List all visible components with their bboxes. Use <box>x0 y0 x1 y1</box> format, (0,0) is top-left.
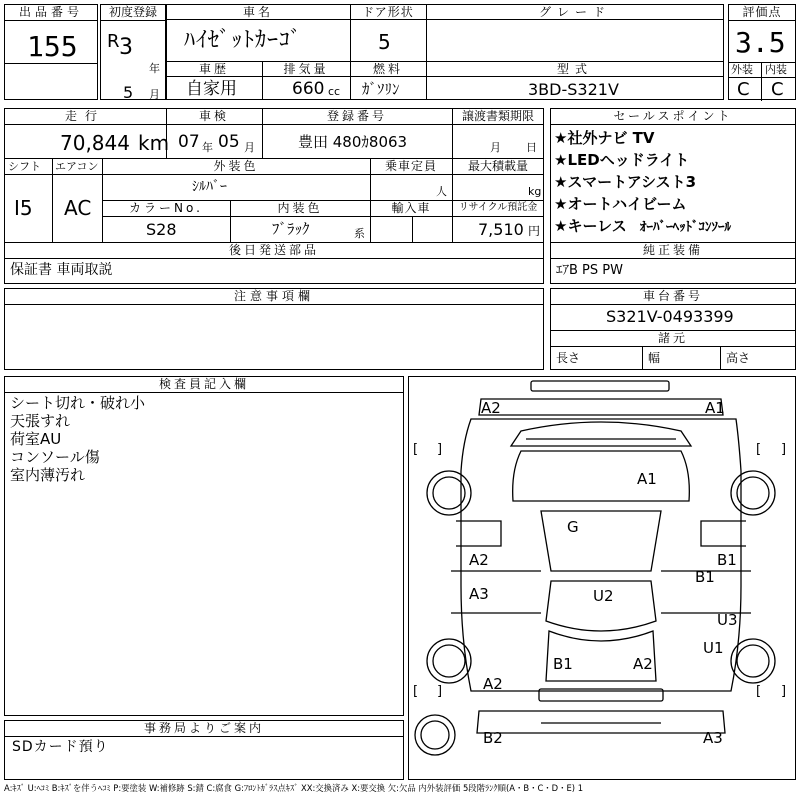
score-label: 評価点 <box>729 5 795 21</box>
sales-point-3: ★スマートアシスト3 <box>554 173 697 191</box>
int-color-value: ﾌﾞﾗｯｸ <box>272 220 310 238</box>
inspector-line-1: シート切れ・破れ小 <box>10 394 146 412</box>
inspector-line-5: 室内薄汚れ <box>10 466 86 484</box>
sales-point-2: ★LEDヘッドライト <box>554 151 690 169</box>
inspector-line-4: コンソール傷 <box>10 448 100 466</box>
sales-label: セールスポイント <box>613 109 733 123</box>
chassis-number: S321V-0493399 <box>606 307 734 326</box>
damage-mark: U1 <box>703 639 724 657</box>
mileage-label: 走行 <box>64 109 105 123</box>
equip-label: 純正装備 <box>642 243 703 257</box>
mileage-unit: km <box>138 131 170 155</box>
damage-mark: A3 <box>703 729 723 747</box>
car-name: ﾊｲｾﾞｯﾄｶｰｺﾞ <box>184 28 303 53</box>
damage-mark: B1 <box>553 655 573 673</box>
import-label: 輸入車 <box>391 201 431 215</box>
lot-box <box>4 4 98 100</box>
length-label: 長さ <box>556 351 581 365</box>
ext-color-label: 外装色 <box>213 159 259 173</box>
displacement-value: 660 <box>292 79 325 99</box>
damage-mark: B1 <box>695 568 715 586</box>
history-value: 自家用 <box>186 79 237 99</box>
door-label: ドア形状 <box>362 5 414 19</box>
height-label: 高さ <box>726 351 751 365</box>
inspector-line-3: 荷室AU <box>10 430 62 448</box>
first-registration-box <box>100 4 166 100</box>
damage-mark: A2 <box>633 655 653 673</box>
svg-text:[: [ <box>413 684 419 699</box>
chassis-label: 車台番号 <box>642 289 703 303</box>
ext-color-value: ｼﾙﾊﾞｰ <box>192 179 227 195</box>
ac-value: AC <box>64 196 92 220</box>
inspection-month-unit: 月 <box>244 141 255 154</box>
shift-value: I5 <box>14 196 33 220</box>
color-no-label: カラーNo. <box>129 201 203 215</box>
sales-point-5: ★キーレス <box>554 217 627 235</box>
inspector-line-2: 天張すれ <box>10 412 71 430</box>
reg-year-unit: 年 <box>149 62 160 75</box>
shift-label: シフト <box>8 160 41 173</box>
office-text: SDカード預り <box>12 739 109 755</box>
max-load-unit: kg <box>528 185 542 198</box>
capacity-label: 乗車定員 <box>384 159 437 173</box>
later-parts-label: 後日発送部品 <box>228 243 319 257</box>
reg-month-unit: 月 <box>149 88 160 101</box>
recycle-unit: 円 <box>528 224 541 238</box>
damage-mark: A3 <box>469 585 489 603</box>
svg-text:]: ] <box>781 684 787 699</box>
score-value: 3.5 <box>735 26 786 59</box>
svg-text:]: ] <box>437 442 443 457</box>
damage-mark: A1 <box>637 470 657 488</box>
inspection-year: 07 <box>178 132 200 152</box>
score-box <box>728 4 796 100</box>
reg-era: R <box>107 31 120 52</box>
equip-value: ｴｱB PS PW <box>556 263 623 278</box>
transfer-day-unit: 日 <box>526 141 537 154</box>
exterior-grade: C <box>737 79 750 100</box>
sales-point-5-extra: ｵｰﾊﾞｰﾍｯﾄﾞｺﾝｿｰﾙ <box>640 220 731 235</box>
damage-mark: B2 <box>483 729 503 747</box>
svg-text:]: ] <box>781 442 787 457</box>
damage-mark: A1 <box>705 399 725 417</box>
lot-label: 出品番号 <box>5 5 97 21</box>
mileage-value: 70,844 <box>60 131 130 155</box>
color-no-value: S28 <box>146 220 177 239</box>
int-color-suffix: 系 <box>354 227 365 240</box>
inspection-month: 05 <box>218 132 240 152</box>
lot-number: 155 <box>27 30 78 63</box>
damage-mark: G <box>567 518 579 536</box>
damage-mark: B1 <box>717 551 737 569</box>
fuel-label: 燃料 <box>372 62 403 76</box>
svg-text:]: ] <box>437 684 443 699</box>
legend-text: A:ｷｽﾞ U:ﾍｺﾐ B:ｷｽﾞを伴うﾍｺﾐ P:要塗装 W:補修跡 S:錆 C:腐食 G:ﾌﾛﾝﾄｶﾞﾗｽ点ｷｽﾞ XX:交換済み X:要交換 欠:欠品 内外装評価 5段階ﾗﾝｸ順(A・B・C・D・E) 1 <box>4 783 584 793</box>
grade-label: グレード <box>538 5 611 19</box>
transfer-month-unit: 月 <box>490 141 501 154</box>
interior-grade: C <box>771 79 784 100</box>
ac-label: エアコン <box>55 160 99 173</box>
model-value: 3BD-S321V <box>528 80 619 99</box>
damage-mark: A2 <box>481 399 501 417</box>
damage-mark: A2 <box>469 551 489 569</box>
inspection-label: 車検 <box>198 109 229 123</box>
recycle-value: 7,510 <box>478 220 524 239</box>
notes-label: 注意事項欄 <box>233 289 314 303</box>
fuel-value: ｶﾞｿﾘﾝ <box>362 80 400 98</box>
plate-label: 登録番号 <box>326 109 387 123</box>
svg-text:[: [ <box>756 442 762 457</box>
inspection-year-unit: 年 <box>202 141 213 154</box>
model-label: 型式 <box>556 62 593 76</box>
inspector-label: 検査員記入欄 <box>158 377 249 391</box>
dims-label: 諸元 <box>657 331 688 345</box>
car-damage-diagram <box>409 377 795 779</box>
transfer-label: 譲渡書類期限 <box>461 109 534 123</box>
exterior-label: 外装 <box>731 63 753 76</box>
displacement-label: 排気量 <box>283 62 329 76</box>
plate-value: 豊田 480ｶ8063 <box>298 133 408 151</box>
name-label: 車名 <box>242 5 273 19</box>
damage-mark: U2 <box>593 587 614 605</box>
later-parts-text: 保証書 車両取説 <box>10 262 113 278</box>
svg-text:[: [ <box>756 684 762 699</box>
history-label: 車歴 <box>198 62 229 76</box>
doors-value: 5 <box>378 30 391 54</box>
office-label: 事務局よりご案内 <box>143 721 264 735</box>
width-label: 幅 <box>648 351 661 365</box>
damage-mark: A2 <box>483 675 503 693</box>
reg-year: 3 <box>119 35 133 60</box>
sales-point-4: ★オートハイビーム <box>554 195 687 213</box>
int-color-label: 内装色 <box>277 201 323 215</box>
reg-label: 初度登録 <box>101 5 165 21</box>
sales-point-1: ★社外ナビ TV <box>554 129 655 147</box>
reg-month: 5 <box>123 83 134 102</box>
max-load-label: 最大積載量 <box>467 159 528 173</box>
displacement-unit: cc <box>328 85 341 98</box>
recycle-label: リサイクル預託金 <box>458 202 538 213</box>
svg-text:[: [ <box>413 442 419 457</box>
interior-label: 内装 <box>765 63 787 76</box>
damage-diagram-box <box>408 376 796 780</box>
damage-mark: U3 <box>717 611 738 629</box>
capacity-unit: 人 <box>436 185 447 198</box>
